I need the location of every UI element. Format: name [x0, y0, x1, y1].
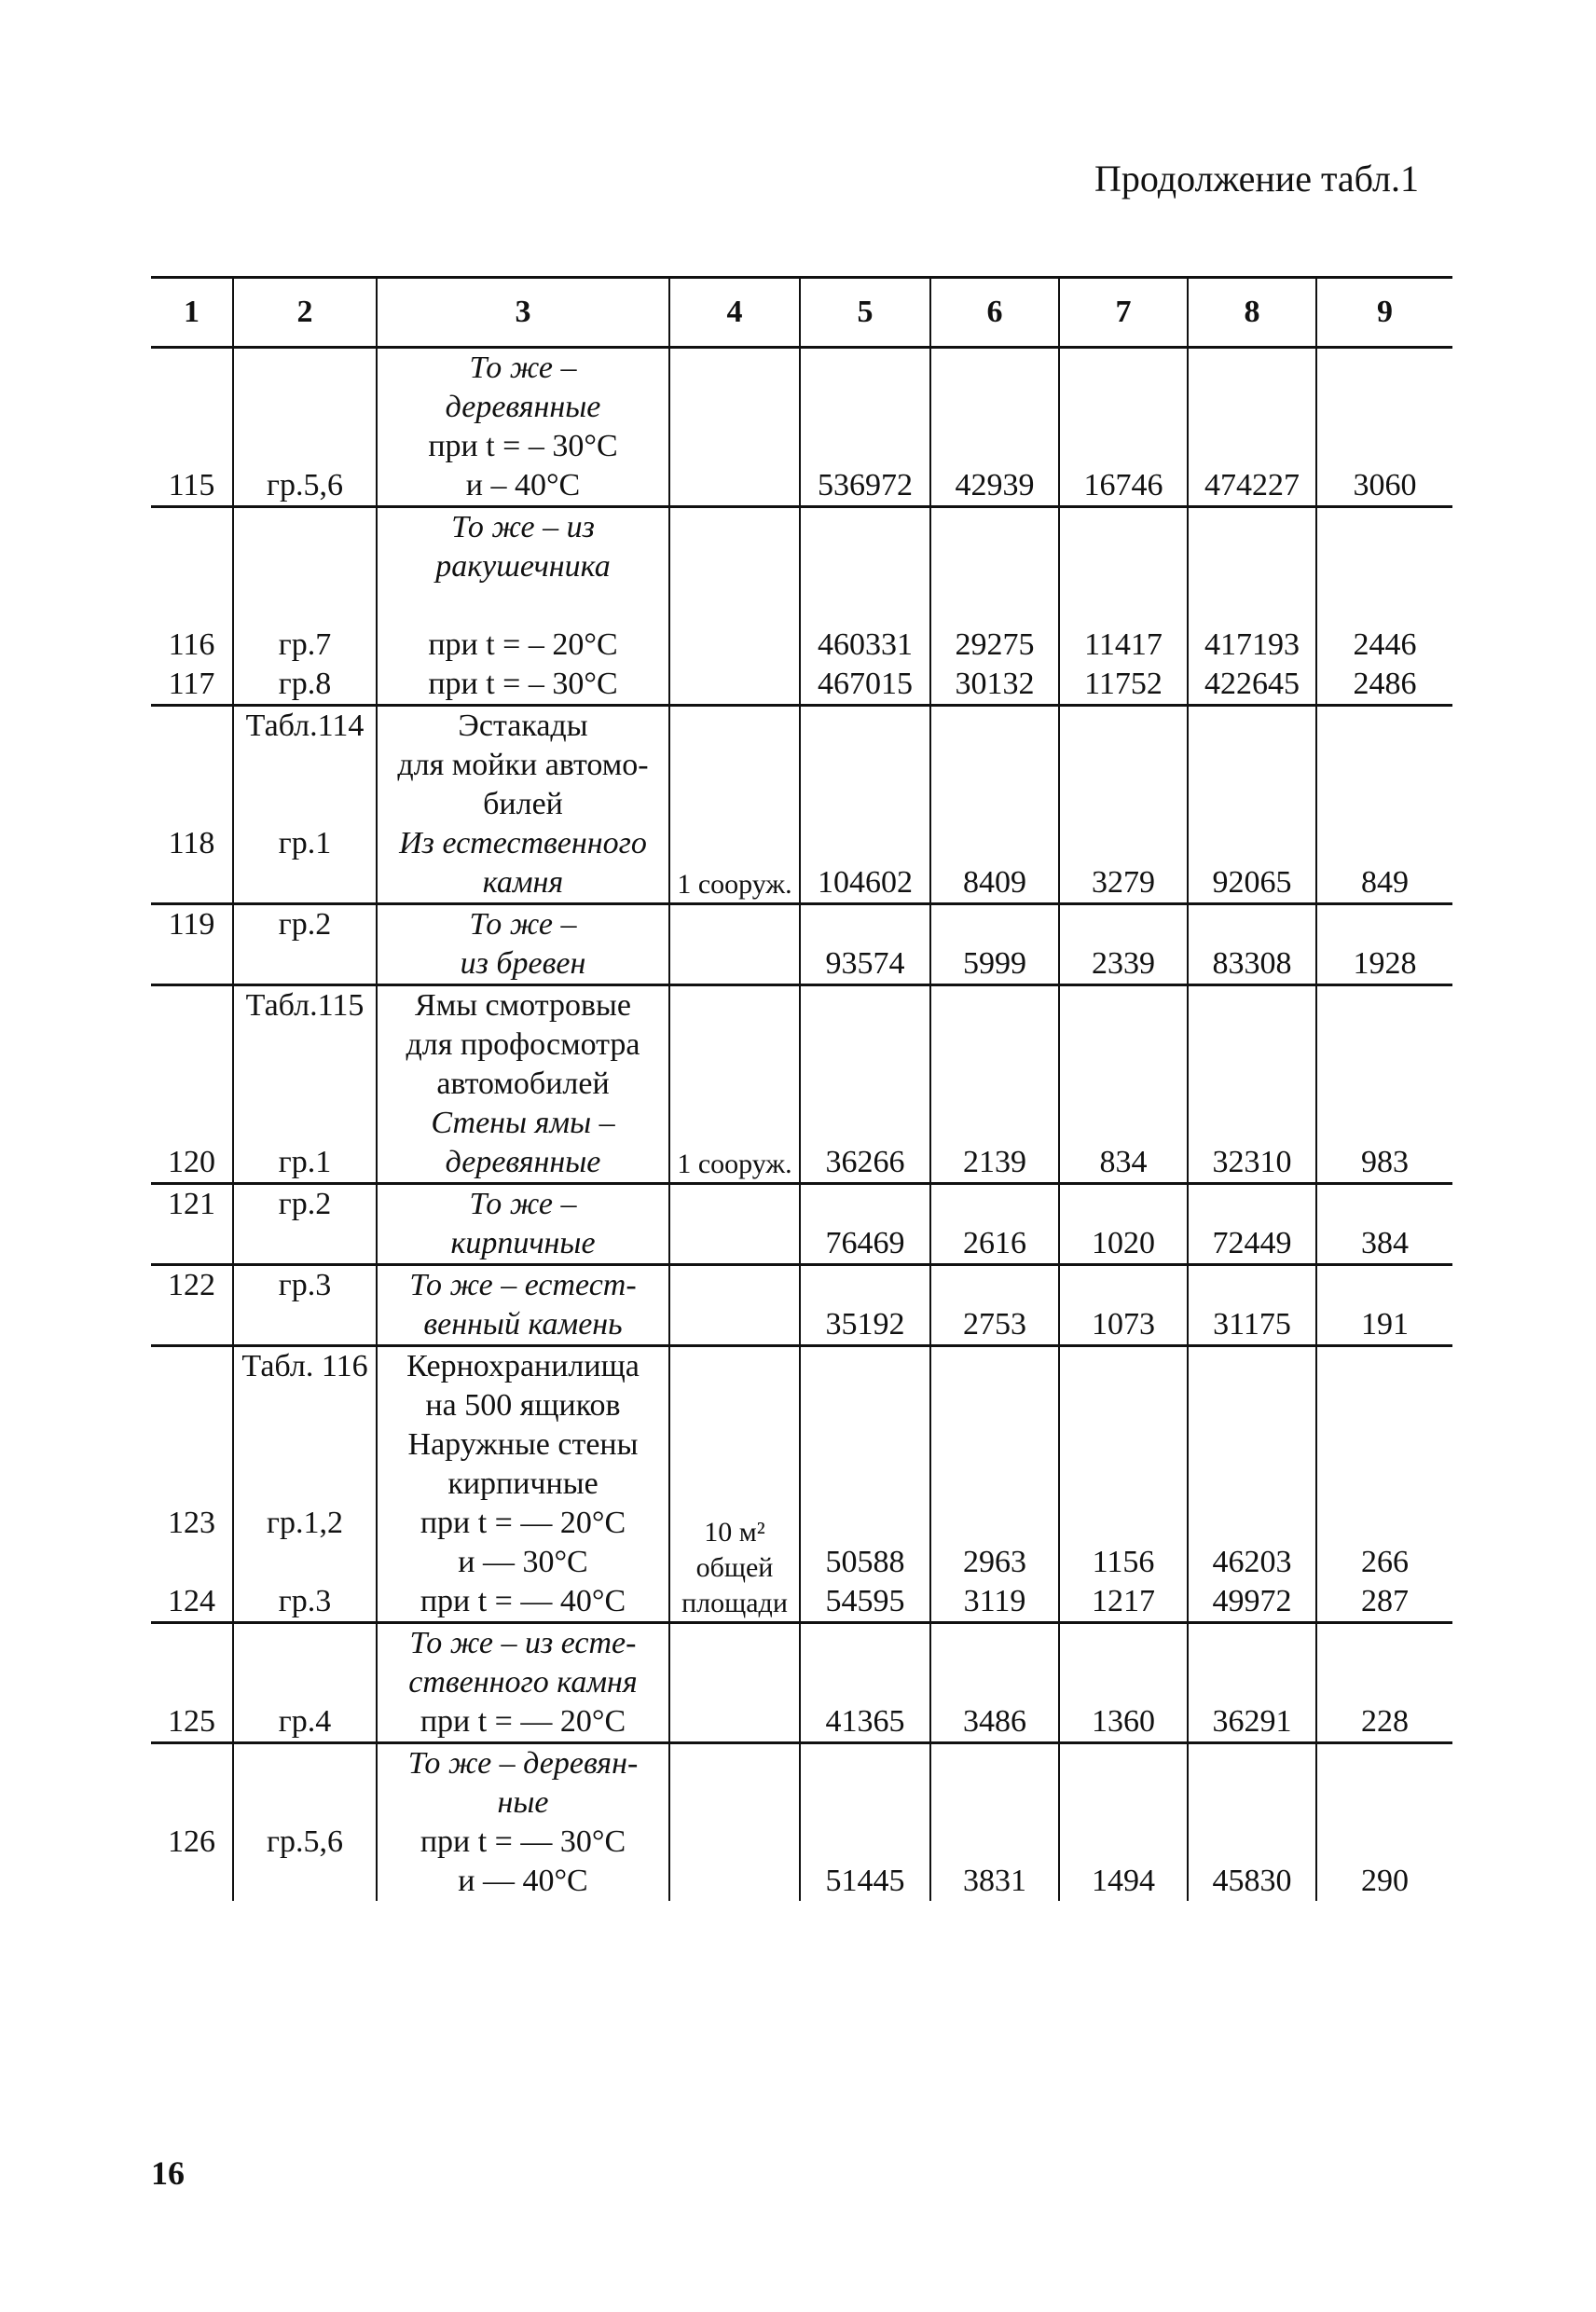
value-line: 50588 [825, 1545, 905, 1579]
value-line: 11752 [1084, 667, 1163, 701]
value-cell-v6 [930, 985, 1059, 1184]
unit-cell [669, 1623, 800, 1743]
row-number-cell-line [151, 1744, 232, 1783]
value-line: 536972 [818, 468, 913, 502]
value-cell-v9 [1316, 348, 1452, 507]
row-number-cell-line [151, 1783, 232, 1823]
reference-cell [233, 1623, 377, 1743]
value-cell-v5 [800, 1265, 930, 1346]
row-number-cell-line [151, 1386, 232, 1425]
value-line: 1360 [1092, 1704, 1155, 1739]
reference-cell-line [234, 944, 376, 984]
value-cell-v5 [800, 1184, 930, 1265]
reference-cell-line [234, 547, 376, 586]
reference-cell-line [234, 1386, 376, 1425]
reference-cell-line [234, 586, 376, 626]
value-line: 36291 [1212, 1704, 1292, 1739]
description-line: из бревен [460, 946, 586, 981]
value-cell-v8 [1188, 706, 1316, 904]
value-cell-v8 [1188, 985, 1316, 1184]
value-cell-v9 [1316, 904, 1452, 985]
reference-cell-line [234, 1465, 376, 1504]
description-cell [377, 507, 669, 706]
value-line: 2963 [963, 1545, 1026, 1579]
value-cell-v7 [1059, 507, 1188, 706]
description-cell [377, 706, 669, 904]
value-cell-v7 [1059, 1265, 1188, 1346]
value-cell-v7 [1059, 706, 1188, 904]
value-line: 42939 [955, 468, 1035, 502]
reference-cell-line [234, 1425, 376, 1465]
reference-cell-line [234, 1862, 376, 1901]
reference-cell-line: гр.7 [278, 627, 332, 662]
description-line: То же – деревян- [407, 1746, 639, 1781]
row-number-cell-line: 120 [168, 1145, 215, 1179]
value-cell-v7 [1059, 1184, 1188, 1265]
description-line: и – 40°С [465, 468, 581, 502]
unit-cell [669, 985, 800, 1184]
value-line: 834 [1099, 1145, 1148, 1179]
column-header: 6 [930, 278, 1059, 348]
data-table [151, 276, 1452, 1901]
row-number-cell-line [151, 1065, 232, 1104]
value-cell-v6 [930, 1346, 1059, 1623]
reference-cell-line: гр.5,6 [267, 468, 343, 502]
description-line: Эстакады [458, 709, 588, 743]
row-number-cell-line: 119 [168, 907, 215, 942]
table-row [151, 1743, 1452, 1902]
row-number-cell-line [151, 427, 232, 466]
description-line: деревянные [445, 390, 601, 424]
value-line: 3831 [963, 1864, 1026, 1898]
reference-cell-line: гр.3 [278, 1584, 332, 1618]
description-line: деревянные [445, 1145, 601, 1179]
description-line: и — 30°С [458, 1545, 588, 1579]
reference-cell-line [234, 1783, 376, 1823]
value-line: 5999 [963, 946, 1026, 981]
value-cell-v6 [930, 348, 1059, 507]
description-cell [377, 1265, 669, 1346]
reference-cell-line [234, 427, 376, 466]
value-cell-v6 [930, 706, 1059, 904]
unit-cell [669, 507, 800, 706]
header-row [151, 278, 1452, 348]
value-line: 49972 [1212, 1584, 1292, 1618]
value-cell-v8 [1188, 1265, 1316, 1346]
reference-cell-line [234, 746, 376, 785]
value-line: 1217 [1092, 1584, 1155, 1618]
column-header: 5 [800, 278, 930, 348]
row-number-cell-line: 126 [168, 1824, 215, 1859]
description-line: Наружные стены [407, 1427, 639, 1462]
value-cell-v9 [1316, 1623, 1452, 1743]
description-line: Из естественного [399, 826, 647, 860]
page-number: 16 [151, 2154, 185, 2192]
reference-cell-line: гр.5,6 [267, 1824, 343, 1859]
value-line: 2339 [1092, 946, 1155, 981]
column-header: 3 [377, 278, 669, 348]
row-number-cell-line [151, 1305, 232, 1344]
row-number-cell-line: 123 [168, 1506, 215, 1540]
column-header: 7 [1059, 278, 1188, 348]
value-line: 3119 [963, 1584, 1026, 1618]
description-cell [377, 904, 669, 985]
row-number-cell [151, 1743, 233, 1902]
row-number-cell-line: 121 [168, 1187, 215, 1221]
value-cell-v6 [930, 904, 1059, 985]
value-line: 31175 [1213, 1307, 1291, 1342]
row-number-cell-line: 116 [168, 627, 215, 662]
description-line: ные [497, 1785, 549, 1820]
value-cell-v5 [800, 1743, 930, 1902]
value-line: 287 [1361, 1584, 1409, 1618]
value-cell-v9 [1316, 706, 1452, 904]
value-line: 93574 [825, 946, 905, 981]
value-line: 45830 [1212, 1864, 1292, 1898]
value-line: 41365 [825, 1704, 905, 1739]
value-line: 191 [1361, 1307, 1409, 1342]
value-line: 11417 [1084, 627, 1163, 662]
description-line: билей [483, 787, 563, 821]
row-number-cell [151, 507, 233, 706]
value-line: 30132 [955, 667, 1035, 701]
reference-cell [233, 1184, 377, 1265]
description-cell [377, 1184, 669, 1265]
row-number-cell-line [151, 1465, 232, 1504]
row-number-cell [151, 706, 233, 904]
row-number-cell [151, 348, 233, 507]
reference-cell [233, 1265, 377, 1346]
value-cell-v5 [800, 348, 930, 507]
description-line: Стены ямы – [431, 1106, 615, 1140]
reference-cell [233, 348, 377, 507]
value-line: 384 [1361, 1226, 1409, 1260]
value-line: 92065 [1212, 865, 1292, 900]
description-line: венный камень [423, 1307, 623, 1342]
value-cell-v8 [1188, 1184, 1316, 1265]
description-line: ственного камня [408, 1665, 638, 1700]
row-number-cell-line [151, 388, 232, 427]
reference-cell-line [234, 863, 376, 902]
value-line: 467015 [818, 667, 913, 701]
row-number-cell-line [151, 1025, 232, 1065]
description-line: для мойки автомо- [397, 748, 649, 782]
value-cell-v8 [1188, 1346, 1316, 1623]
reference-cell-line: гр.4 [278, 1704, 332, 1739]
description-line: кирпичные [450, 1226, 596, 1260]
reference-cell-line: гр.1,2 [267, 1506, 343, 1540]
description-line [378, 586, 668, 626]
row-number-cell-line: 124 [168, 1584, 215, 1618]
description-cell [377, 1743, 669, 1902]
description-cell [377, 985, 669, 1184]
description-line: автомобилей [436, 1067, 610, 1101]
value-line: 3486 [963, 1704, 1026, 1739]
reference-cell [233, 1346, 377, 1623]
value-cell-v7 [1059, 904, 1188, 985]
row-number-cell-line [151, 349, 232, 388]
row-number-cell-line [151, 1862, 232, 1901]
description-line: при t = — 20°С [420, 1506, 626, 1540]
value-cell-v9 [1316, 1346, 1452, 1623]
unit-text: 1 сооруж. [677, 1149, 792, 1179]
reference-cell-line: гр.1 [278, 826, 332, 860]
reference-cell [233, 904, 377, 985]
value-line: 2753 [963, 1307, 1026, 1342]
value-line: 417193 [1204, 627, 1300, 662]
unit-cell [669, 348, 800, 507]
value-cell-v5 [800, 985, 930, 1184]
value-cell-v8 [1188, 1743, 1316, 1902]
value-cell-v6 [930, 1743, 1059, 1902]
reference-cell-line [234, 1624, 376, 1663]
description-line: при t = – 30°С [428, 667, 618, 701]
description-cell [377, 348, 669, 507]
reference-cell-line [234, 1025, 376, 1065]
value-cell-v8 [1188, 507, 1316, 706]
value-line: 460331 [818, 627, 913, 662]
description-line: на 500 ящиков [425, 1388, 621, 1423]
row-number-cell-line [151, 1104, 232, 1143]
reference-cell-line: Табл. 116 [241, 1349, 368, 1383]
row-number-cell-line [151, 1347, 232, 1386]
reference-cell-line [234, 349, 376, 388]
value-line: 849 [1361, 865, 1409, 900]
value-line: 228 [1361, 1704, 1409, 1739]
value-cell-v9 [1316, 985, 1452, 1184]
value-line: 290 [1361, 1864, 1409, 1898]
row-number-cell [151, 1184, 233, 1265]
column-header: 8 [1188, 278, 1316, 348]
reference-cell-line [234, 1065, 376, 1104]
value-cell-v8 [1188, 348, 1316, 507]
description-line: для профосмотра [406, 1027, 640, 1062]
table-row [151, 904, 1452, 985]
row-number-cell-line [151, 986, 232, 1025]
table-row [151, 1623, 1452, 1743]
reference-cell-line [234, 1104, 376, 1143]
reference-cell-line [234, 1663, 376, 1702]
description-line: камня [482, 865, 564, 900]
column-header: 2 [233, 278, 377, 348]
value-line: 32310 [1212, 1145, 1292, 1179]
value-line: 983 [1361, 1145, 1409, 1179]
row-number-cell-line [151, 1425, 232, 1465]
value-line: 83308 [1212, 946, 1292, 981]
value-cell-v5 [800, 1346, 930, 1623]
value-line: 2616 [963, 1226, 1026, 1260]
reference-cell [233, 1743, 377, 1902]
value-cell-v5 [800, 706, 930, 904]
row-number-cell [151, 985, 233, 1184]
table-caption: Продолжение табл.1 [1094, 158, 1419, 200]
value-cell-v9 [1316, 1743, 1452, 1902]
row-number-cell-line [151, 707, 232, 746]
unit-cell [669, 1265, 800, 1346]
row-number-cell-line [151, 1224, 232, 1263]
column-header: 9 [1316, 278, 1452, 348]
value-line: 104602 [818, 865, 913, 900]
reference-cell-line [234, 1744, 376, 1783]
description-line: То же – из ракушечника [435, 510, 611, 584]
value-line: 16746 [1083, 468, 1163, 502]
value-cell-v5 [800, 507, 930, 706]
value-cell-v8 [1188, 1623, 1316, 1743]
description-line: кирпичные [447, 1466, 598, 1501]
table-row [151, 1184, 1452, 1265]
reference-cell-line [234, 785, 376, 824]
reference-cell-line: гр.8 [278, 667, 332, 701]
row-number-cell [151, 1346, 233, 1623]
value-cell-v8 [1188, 904, 1316, 985]
value-cell-v6 [930, 1265, 1059, 1346]
value-cell-v7 [1059, 1623, 1188, 1743]
value-line: 36266 [825, 1145, 905, 1179]
reference-cell-line: Табл.114 [245, 709, 365, 743]
unit-cell [669, 706, 800, 904]
reference-cell-line: гр.3 [278, 1268, 332, 1302]
value-line: 51445 [825, 1864, 905, 1898]
row-number-cell [151, 904, 233, 985]
reference-cell-line: Табл.115 [245, 988, 365, 1023]
description-line: при t = — 30°С [420, 1824, 626, 1859]
table-row [151, 348, 1452, 507]
row-number-cell-line [151, 944, 232, 984]
value-line: 2486 [1353, 667, 1417, 701]
description-line: То же – [469, 1187, 577, 1221]
table-row [151, 1346, 1452, 1623]
value-line: 29275 [955, 627, 1035, 662]
row-number-cell-line [151, 1624, 232, 1663]
value-line: 1156 [1092, 1545, 1155, 1579]
column-header: 4 [669, 278, 800, 348]
row-number-cell-line: 125 [168, 1704, 215, 1739]
value-line: 3279 [1092, 865, 1155, 900]
description-cell [377, 1346, 669, 1623]
reference-cell-line [234, 1305, 376, 1344]
value-line: 3060 [1353, 468, 1417, 502]
unit-text: 1 сооруж. [677, 869, 792, 900]
reference-cell-line [234, 1543, 376, 1582]
reference-cell-line [234, 1224, 376, 1263]
value-line: 1020 [1092, 1226, 1155, 1260]
description-line: То же – [469, 351, 577, 385]
description-line: при t = – 30°С [428, 429, 618, 463]
row-number-cell-line: 122 [168, 1268, 215, 1302]
row-number-cell-line [151, 1543, 232, 1582]
row-number-cell-line: 118 [168, 826, 215, 860]
value-cell-v5 [800, 904, 930, 985]
reference-cell-line: гр.2 [278, 1187, 332, 1221]
row-number-cell [151, 1623, 233, 1743]
value-line: 422645 [1204, 667, 1300, 701]
value-cell-v9 [1316, 507, 1452, 706]
unit-text: 10 м² общей площади [681, 1517, 788, 1618]
value-cell-v6 [930, 1623, 1059, 1743]
row-number-cell-line [151, 547, 232, 586]
value-line: 1073 [1092, 1307, 1155, 1342]
table-row [151, 985, 1452, 1184]
unit-cell [669, 1184, 800, 1265]
value-line: 266 [1361, 1545, 1409, 1579]
value-line: 2446 [1353, 627, 1417, 662]
value-cell-v7 [1059, 985, 1188, 1184]
unit-cell [669, 1743, 800, 1902]
description-line: Кернохранилища [406, 1349, 640, 1383]
reference-cell [233, 706, 377, 904]
unit-cell [669, 904, 800, 985]
reference-cell [233, 985, 377, 1184]
value-line: 54595 [825, 1584, 905, 1618]
description-line: Ямы смотровые [415, 988, 631, 1023]
row-number-cell-line [151, 863, 232, 902]
table-row [151, 507, 1452, 706]
table-row [151, 1265, 1452, 1346]
value-line: 46203 [1212, 1545, 1292, 1579]
row-number-cell-line: 115 [168, 468, 215, 502]
value-cell-v9 [1316, 1184, 1452, 1265]
value-cell-v5 [800, 1623, 930, 1743]
description-line: при t = — 20°С [420, 1704, 626, 1739]
value-line: 474227 [1204, 468, 1300, 502]
description-line: То же – естест- [409, 1268, 637, 1302]
reference-cell [233, 507, 377, 706]
column-header: 1 [151, 278, 233, 348]
reference-cell-line: гр.1 [278, 1145, 332, 1179]
reference-cell-line [234, 388, 376, 427]
value-cell-v7 [1059, 348, 1188, 507]
unit-cell [669, 1346, 800, 1623]
table-row [151, 706, 1452, 904]
value-line: 76469 [825, 1226, 905, 1260]
row-number-cell-line [151, 586, 232, 626]
row-number-cell-line [151, 746, 232, 785]
value-line: 1928 [1353, 946, 1417, 981]
description-cell [377, 1623, 669, 1743]
value-line: 8409 [963, 865, 1026, 900]
description-line: То же – из есте- [409, 1626, 637, 1660]
value-line: 2139 [963, 1145, 1026, 1179]
value-cell-v7 [1059, 1743, 1188, 1902]
row-number-cell [151, 1265, 233, 1346]
row-number-cell-line [151, 785, 232, 824]
description-line: при t = — 40°С [420, 1584, 626, 1618]
value-cell-v6 [930, 507, 1059, 706]
value-cell-v6 [930, 1184, 1059, 1265]
description-line: при t = – 20°С [428, 627, 618, 662]
reference-cell-line: гр.2 [278, 907, 332, 942]
description-line: То же – [469, 907, 577, 942]
value-cell-v7 [1059, 1346, 1188, 1623]
value-cell-v9 [1316, 1265, 1452, 1346]
description-line: и — 40°С [458, 1864, 588, 1898]
value-line: 1494 [1092, 1864, 1155, 1898]
value-line: 35192 [825, 1307, 905, 1342]
row-number-cell-line: 117 [168, 667, 215, 701]
row-number-cell-line [151, 1663, 232, 1702]
value-line: 72449 [1212, 1226, 1292, 1260]
